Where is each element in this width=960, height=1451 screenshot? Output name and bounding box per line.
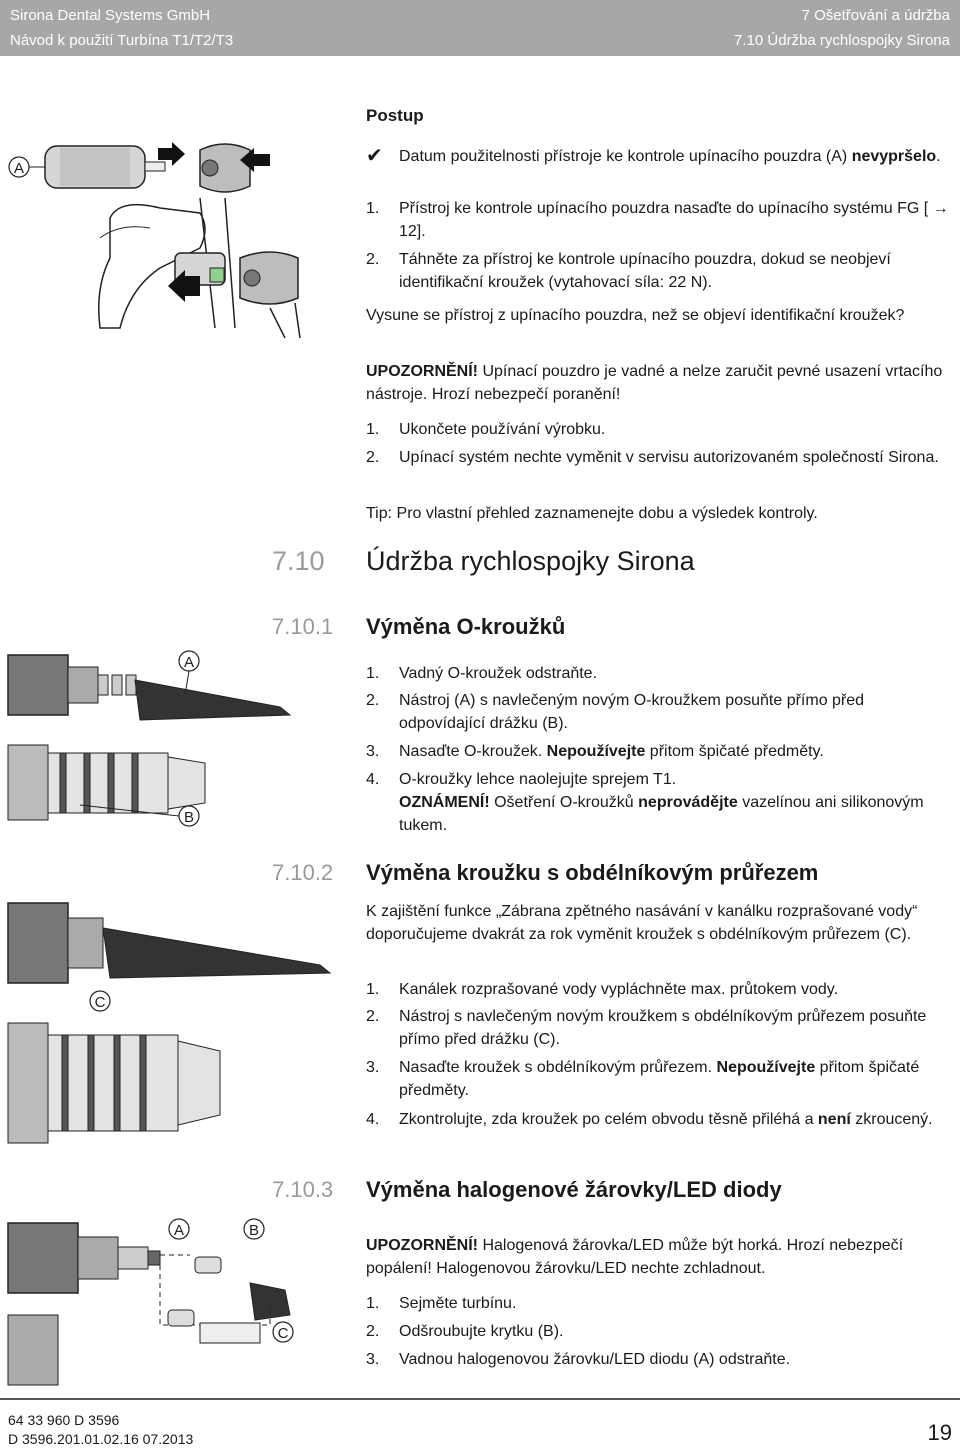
step-text: Vadný O-kroužek odstraňte. <box>399 665 598 682</box>
o-ring-step <box>366 740 954 763</box>
page-header <box>0 0 960 56</box>
o-ring-note <box>366 791 954 837</box>
procedure-step <box>366 197 954 243</box>
step-number: 1. <box>366 421 380 438</box>
quad-ring-step <box>366 1108 954 1131</box>
section-title: Údržba rychlospojky Sirona <box>366 546 695 576</box>
step-text: Táhněte za přístroj ke kontrole upínacího pouzdra, dokud se neobjeví identifikační kroužek (vytahovací síla: 22 N). <box>399 251 891 291</box>
step-text: Vadnou halogenovou žárovku/LED diodu (A) odstraňte. <box>399 1351 791 1368</box>
step-text: Upínací systém nechte vyměnit v servisu autorizovaném společností Sirona. <box>399 449 939 466</box>
step-emphasis: Nepoužívejte <box>546 743 646 760</box>
halogen-step <box>366 1292 954 1315</box>
page-number: 19 <box>927 1420 952 1445</box>
precondition-emphasis: nevypršelo <box>851 148 937 165</box>
figure-o-ring <box>0 645 345 835</box>
step-text: Ukončete používání výrobku. <box>399 421 606 438</box>
check-mark-icon: ✔ <box>366 145 383 167</box>
note-text: Ošetření O-kroužků <box>489 794 639 811</box>
note-label: OZNÁMENÍ! <box>399 794 490 811</box>
o-ring-step <box>366 662 954 685</box>
procedure-step <box>366 248 954 294</box>
step-text: Nasaďte kroužek s obdélníkovým průřezem. <box>399 1059 717 1076</box>
subsection-number: 7.10.2 <box>272 860 334 885</box>
quad-ring-step <box>366 978 954 1001</box>
step-number: 1. <box>366 200 380 217</box>
step-number: 2. <box>366 449 380 466</box>
step-number: 3. <box>366 1059 380 1076</box>
step-text-end: zkroucený. <box>850 1111 933 1128</box>
step-number: 1. <box>366 665 380 682</box>
halogen-warning <box>366 1234 954 1280</box>
quad-ring-step <box>366 1056 954 1102</box>
o-ring-step <box>366 689 954 735</box>
fig1-label-a: A <box>13 160 25 177</box>
fig4-label-b: B <box>248 1222 260 1239</box>
precondition-end: . <box>936 148 941 165</box>
subsection-number: 7.10.1 <box>272 614 334 639</box>
subsection-number: 7.10.3 <box>272 1177 334 1202</box>
step-number: 4. <box>366 1111 380 1128</box>
step-emphasis: Nepoužívejte <box>716 1059 816 1076</box>
document-number: 64 33 960 D 3596 <box>8 1412 120 1428</box>
warning-block <box>366 360 954 406</box>
tip-text: Pro vlastní přehled zaznamenejte dobu a výsledek kontroly. <box>392 505 818 522</box>
document-version: D 3596.201.01.02.16 07.2013 <box>8 1431 194 1447</box>
warning-text: Halogenová žárovka/LED může být horká. Hrozí nebezpečí popálení! Halogenovou žárovku/LED nechte zchladnout. <box>366 1237 904 1277</box>
step-text-end: přitom špičaté předměty. <box>645 743 824 760</box>
step-text: Přístroj ke kontrole upínacího pouzdra nasaďte do upínacího systému FG [ → 12]. <box>399 200 949 240</box>
figure-halogen-led <box>0 1215 345 1390</box>
fig3-label-c: C <box>94 994 106 1011</box>
step-number: 3. <box>366 743 380 760</box>
subsection-title: Výměna kroužku s obdélníkovým průřezem <box>366 860 819 885</box>
warning-text: Upínací pouzdro je vadné a nelze zaručit pevné usazení vrtacího nástroje. Hrozí nebezpečí poranění! <box>366 363 943 403</box>
header-chapter: 7 Ošetřování a údržba <box>801 7 950 24</box>
fig2-label-b: B <box>183 809 195 826</box>
subsection-title: Výměna halogenové žárovky/LED diody <box>366 1177 782 1202</box>
warning-label: UPOZORNĚNÍ! <box>366 1237 478 1254</box>
warning-step <box>366 446 954 469</box>
step-text: Nástroj (A) s navlečeným novým O-kroužkem posuňte přímo před odpovídající drážku (B). <box>399 692 865 732</box>
quad-ring-step <box>366 1005 954 1051</box>
page-footer <box>0 1398 960 1451</box>
fig4-label-c: C <box>277 1325 289 1342</box>
precondition-text: Datum použitelnosti přístroje ke kontrole upínacího pouzdra (A) <box>399 148 852 165</box>
step-text: Nasaďte O-kroužek. <box>399 743 547 760</box>
step-text: Zkontrolujte, zda kroužek po celém obvodu těsně přiléhá a <box>399 1111 818 1128</box>
step-number: 2. <box>366 1008 380 1025</box>
quad-ring-intro: K zajištění funkce „Zábrana zpětného nasávání v kanálku rozprašované vody“ doporučujeme dvakrát za rok vyměnit kroužek s obdélníkovým průřezem (C). <box>366 903 918 943</box>
precondition-item <box>366 145 954 168</box>
halogen-led-illustration <box>0 1215 345 1390</box>
step-text: Nástroj s navlečeným novým kroužkem s obdélníkovým průřezem posuňte přímo před drážku (C). <box>399 1008 927 1048</box>
step-text: Kanálek rozprašované vody vypláchněte max. průtokem vody. <box>399 981 839 998</box>
step-text: Odšroubujte krytku (B). <box>399 1323 564 1340</box>
header-manual: Návod k použití Turbína T1/T2/T3 <box>10 32 234 49</box>
step-number: 1. <box>366 1295 380 1312</box>
fig2-label-a: A <box>183 654 195 671</box>
step-emphasis: není <box>817 1111 851 1128</box>
section-number: 7.10 <box>272 546 325 576</box>
note-text-end: vazelínou ani silikonovým tukem. <box>399 794 924 834</box>
halogen-step <box>366 1348 954 1371</box>
step-number: 4. <box>366 771 380 788</box>
question-text: Vysune se přístroj z upínacího pouzdra, než se objeví identifikační kroužek? <box>366 307 905 324</box>
halogen-step <box>366 1320 954 1343</box>
figure-quad-ring <box>0 893 345 1155</box>
note-emphasis: neprovádějte <box>638 794 738 811</box>
collet-test-illustration <box>0 128 345 343</box>
subsection-title: Výměna O-kroužků <box>366 614 566 639</box>
header-section: 7.10 Údržba rychlospojky Sirona <box>734 32 950 49</box>
step-number: 1. <box>366 981 380 998</box>
step-number: 2. <box>366 692 380 709</box>
quad-ring-illustration <box>0 893 345 1155</box>
header-company: Sirona Dental Systems GmbH <box>10 7 211 24</box>
step-text: O-kroužky lehce naolejujte sprejem T1. <box>399 771 677 788</box>
fig4-label-a: A <box>173 1222 185 1239</box>
warning-step <box>366 418 954 441</box>
tip-block <box>366 502 954 525</box>
procedure-title: Postup <box>366 106 424 125</box>
step-number: 2. <box>366 1323 380 1340</box>
tip-label: Tip: <box>366 505 393 522</box>
step-number: 3. <box>366 1351 380 1368</box>
step-text: Sejměte turbínu. <box>399 1295 517 1312</box>
figure-collet-test <box>0 128 345 343</box>
step-number: 2. <box>366 251 380 268</box>
step-text-end: přitom špičaté předměty. <box>399 1059 920 1099</box>
o-ring-step <box>366 768 954 791</box>
o-ring-illustration <box>0 645 345 835</box>
warning-label: UPOZORNĚNÍ! <box>366 363 478 380</box>
